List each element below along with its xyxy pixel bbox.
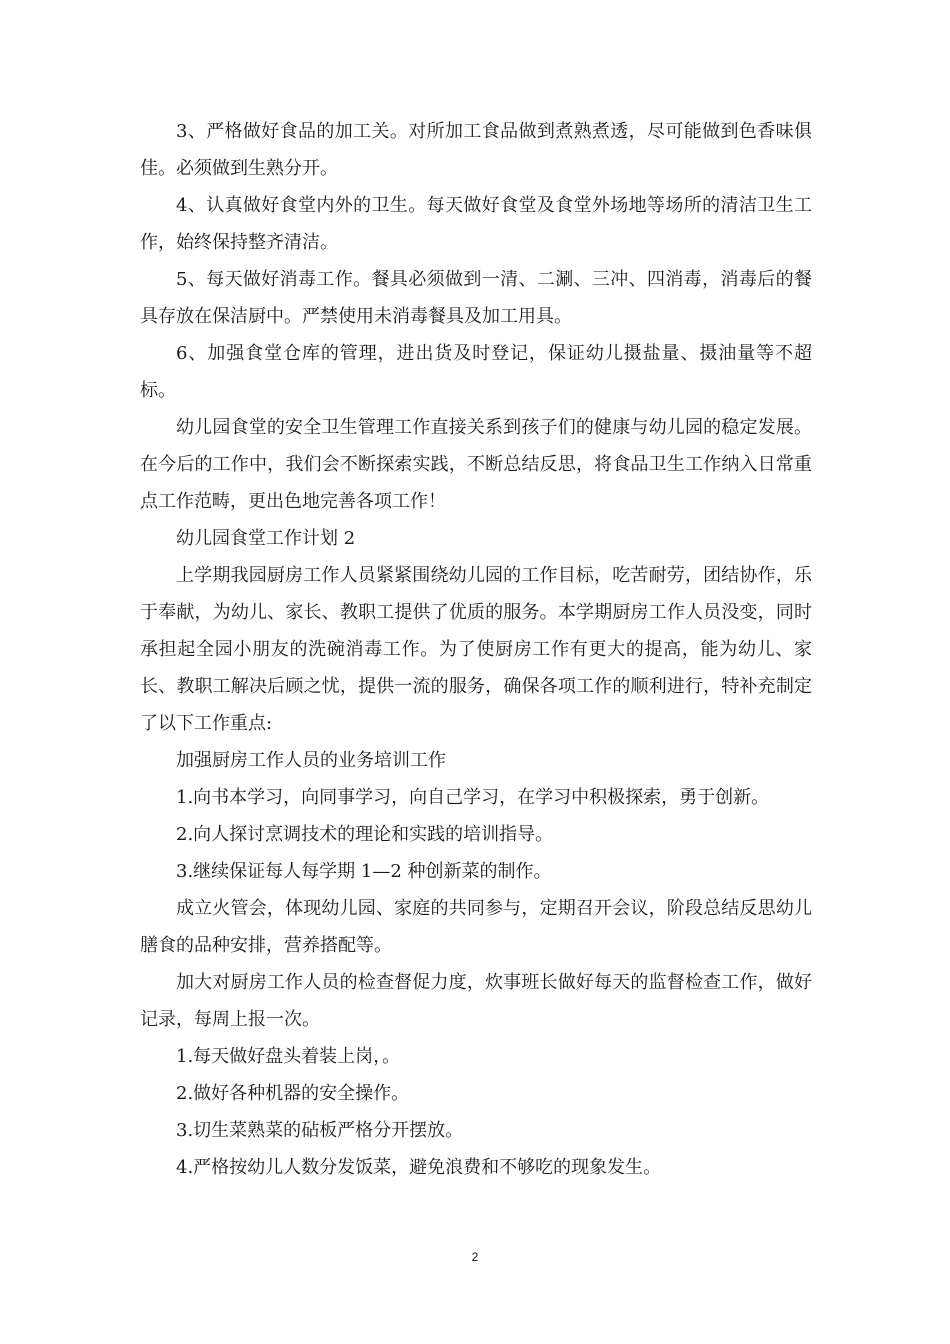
training-item-3: 3.继续保证每人每学期 1—2 种创新菜的制作。 <box>176 861 552 882</box>
paragraph-item-6: 6、加强食堂仓库的管理，进出货及时登记，保证幼儿摄盐量、摄油量等不超标。 <box>140 343 812 401</box>
intro-paragraph: 上学期我园厨房工作人员紧紧围绕幼儿园的工作目标，吃苦耐劳，团结协作，乐于奉献，为幼儿、家长、教职工提供了优质的服务。本学期厨房工作人员没变，同时承担起全园小朋友的洗碗消毒工作。为了使厨房工作有更大的提高，能为幼儿、家长、教职工解决后顾之忧，提供一流的服务，确保各项工作的顺利进行，特补充制定了以下工作重点: <box>140 565 812 734</box>
training-item-2: 2.向人探讨烹调技术的理论和实践的培训指导。 <box>176 824 554 845</box>
paragraph-item-4: 4、认真做好食堂内外的卫生。每天做好食堂及食堂外场地等场所的清洁卫生工作，始终保持整齐清洁。 <box>140 195 812 253</box>
training-item-1: 1.向书本学习，向同事学习，向自己学习，在学习中积极探索，勇于创新。 <box>176 787 770 808</box>
committee-paragraph: 成立火管会，体现幼儿园、家庭的共同参与，定期召开会议，阶段总结反思幼儿膳食的品种安排，营养搭配等。 <box>140 898 812 956</box>
supervision-item-1: 1.每天做好盘头着装上岗，。 <box>176 1046 401 1067</box>
supervision-item-2: 2.做好各种机器的安全操作。 <box>176 1083 410 1104</box>
page-number: 2 <box>471 1250 479 1264</box>
supervision-item-4: 4.严格按幼儿人数分发饭菜，避免浪费和不够吃的现象发生。 <box>176 1157 662 1178</box>
paragraph-item-3: 3、严格做好食品的加工关。对所加工食品做到煮熟煮透，尽可能做到色香味俱佳。必须做到生熟分开。 <box>140 121 812 179</box>
subheading-training: 加强厨房工作人员的业务培训工作 <box>176 750 446 771</box>
supervision-paragraph: 加大对厨房工作人员的检查督促力度，炊事班长做好每天的监督检查工作，做好记录，每周上报一次。 <box>140 972 812 1030</box>
summary-paragraph: 幼儿园食堂的安全卫生管理工作直接关系到孩子们的健康与幼儿园的稳定发展。在今后的工作中，我们会不断探索实践，不断总结反思，将食品卫生工作纳入日常重点工作范畴，更出色地完善各项工作！ <box>140 417 812 512</box>
section-title: 幼儿园食堂工作计划 2 <box>176 528 356 549</box>
document-body <box>140 113 812 1186</box>
paragraph-item-5: 5、每天做好消毒工作。餐具必须做到一清、二涮、三冲、四消毒，消毒后的餐具存放在保洁厨中。严禁使用未消毒餐具及加工用具。 <box>140 269 812 327</box>
supervision-item-3: 3.切生菜熟菜的砧板严格分开摆放。 <box>176 1120 464 1141</box>
